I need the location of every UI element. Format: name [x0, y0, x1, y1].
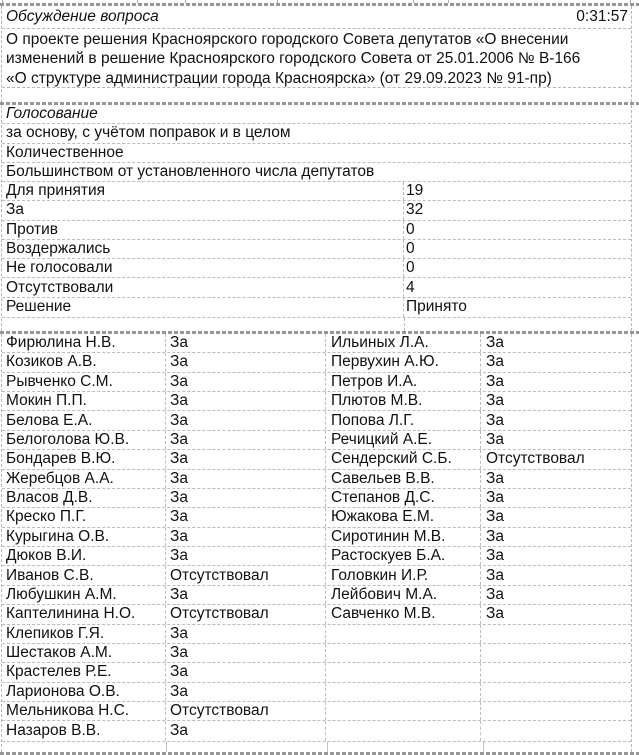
deputy-vote: За: [486, 527, 504, 545]
voting-stat-row: [2, 201, 631, 220]
stat-label: За: [2, 201, 404, 219]
deputy-vote: За: [166, 528, 326, 546]
deputy-vote: За: [486, 489, 504, 507]
deputy-vote: За: [166, 547, 326, 565]
deputy-name: Сиротинин М.В.: [326, 528, 481, 546]
deputy-name: [326, 683, 481, 701]
deputy-name: Дюков В.И.: [2, 547, 166, 565]
deputy-name: Курыгина О.В.: [2, 528, 166, 546]
deputy-row: [2, 489, 631, 508]
stat-label: Для принятия: [2, 182, 404, 200]
deputy-row: [2, 721, 631, 740]
deputy-row: [2, 353, 631, 372]
deputy-vote: [481, 644, 631, 662]
deputy-vote: За: [166, 411, 326, 429]
deputy-row: [2, 547, 631, 566]
voting-stat-row: [2, 259, 631, 278]
deputy-row: [2, 450, 631, 469]
voting-section-title: Голосование: [6, 105, 98, 123]
deputy-vote: За: [486, 547, 504, 565]
deputy-name: Савельев В.В.: [326, 470, 481, 488]
deputy-vote: За: [166, 373, 326, 391]
deputy-vote: За: [486, 430, 504, 448]
deputy-name: Ильиных Л.А.: [326, 334, 481, 352]
voting-stat-row: [2, 221, 631, 240]
deputy-name: Мокин П.П.: [2, 392, 166, 410]
deputy-name: Сендерский С.Б.: [326, 450, 481, 468]
deputy-row: [2, 625, 631, 644]
deputy-name: Шестаков А.М.: [2, 644, 166, 662]
deputy-vote: [481, 625, 631, 643]
deputy-vote: Отсутствовал: [166, 566, 326, 584]
deputy-name: Козиков А.В.: [2, 353, 166, 371]
voting-stat-row: [2, 182, 631, 201]
deputy-row: [2, 373, 631, 392]
deputy-row: [2, 508, 631, 527]
deputy-name: Южакова Е.М.: [326, 508, 481, 526]
deputy-name: Жеребцов А.А.: [2, 470, 166, 488]
deputy-vote: [481, 683, 631, 701]
question-text: [2, 29, 631, 88]
deputy-vote: Отсутствовал: [166, 605, 326, 623]
section-separator: [0, 752, 639, 755]
spacer-row: [2, 741, 631, 752]
deputy-vote: За: [166, 721, 326, 740]
deputy-vote: За: [166, 508, 326, 526]
deputy-name: Лейбович М.А.: [326, 586, 481, 604]
deputy-vote: За: [486, 508, 504, 526]
deputy-name: Назаров В.В.: [2, 721, 166, 740]
stat-value: 4: [406, 278, 415, 296]
deputy-vote: За: [166, 683, 326, 701]
voting-type: Количественное: [6, 143, 124, 161]
discussion-title: Обсуждение вопроса: [6, 8, 159, 25]
deputy-vote: Отсутствовал: [166, 702, 326, 720]
deputy-vote: За: [166, 353, 326, 371]
voting-section-row: [2, 105, 631, 124]
stat-value: 0: [406, 239, 415, 257]
stat-value: 32: [406, 201, 424, 219]
deputy-row: [2, 411, 631, 430]
deputy-vote: За: [166, 450, 326, 468]
deputy-name: Иванов С.В.: [2, 566, 166, 584]
deputy-vote: За: [486, 411, 504, 429]
gridline-tick: [413, 0, 414, 3]
deputy-name: Белоголова Ю.В.: [2, 431, 166, 449]
deputy-vote: За: [486, 566, 504, 584]
deputy-name: Плютов М.В.: [326, 392, 481, 410]
deputy-row: [2, 702, 631, 721]
deputy-name: Ларионова О.В.: [2, 683, 166, 701]
gridline-tick: [2, 0, 3, 3]
deputy-vote: За: [166, 392, 326, 410]
deputy-vote: За: [486, 469, 504, 487]
deputy-vote: За: [166, 644, 326, 662]
voting-info-row: [2, 163, 631, 182]
deputy-row: [2, 431, 631, 450]
deputy-name: Головкин И.Р.: [326, 566, 481, 584]
deputy-name: Белова Е.А.: [2, 411, 166, 429]
deputy-vote: За: [166, 334, 326, 352]
stat-value: 0: [406, 220, 415, 238]
discussion-timer: 0:31:57: [576, 8, 628, 25]
deputy-name: Степанов Д.С.: [326, 489, 481, 507]
question-line: «О структуре администрации города Красноярска» (от 29.09.2023 № 91-пр): [6, 69, 552, 87]
stat-label: Не голосовали: [2, 259, 404, 277]
deputy-vote: За: [486, 585, 504, 603]
deputy-name: [326, 702, 481, 720]
deputy-name: [326, 721, 481, 740]
deputy-row: [2, 586, 631, 605]
deputy-name: [326, 663, 481, 681]
gridline-tick: [448, 0, 449, 3]
stat-label: Решение: [2, 298, 404, 317]
deputy-vote: [481, 702, 631, 720]
deputy-vote: [481, 721, 631, 740]
deputy-vote: [481, 663, 631, 681]
deputy-name: [326, 644, 481, 662]
deputy-name: Клепиков Г.Я.: [2, 625, 166, 643]
discussion-header-row: [2, 6, 631, 29]
deputy-name: Каптелинина Н.О.: [2, 605, 166, 623]
deputy-name: Речицкий А.Е.: [326, 431, 481, 449]
deputy-row: [2, 392, 631, 411]
deputy-name: Бондарев В.Ю.: [2, 450, 166, 468]
stat-label: Воздержались: [2, 240, 404, 258]
deputy-vote: За: [486, 334, 504, 352]
voting-info-row: [2, 124, 631, 143]
deputy-vote: За: [486, 372, 504, 390]
voting-stat-row: [2, 278, 631, 297]
gridline-tick: [630, 0, 631, 3]
voting-mode: за основу, с учётом поправок и в целом: [6, 124, 291, 142]
deputy-name: Фирюлина Н.В.: [2, 334, 166, 352]
deputy-row: [2, 566, 631, 585]
voting-rule: Большинством от установленного числа депутатов: [6, 162, 375, 180]
gridline-tick: [137, 0, 138, 3]
deputy-name: Мельникова Н.С.: [2, 702, 166, 720]
question-line: изменений в решение Красноярского городского Совета от 25.01.2006 № В-166: [6, 50, 581, 68]
deputy-name: [326, 625, 481, 643]
stat-value: 0: [406, 259, 415, 277]
deputy-name: Савченко М.В.: [326, 605, 481, 623]
spacer-row: [2, 88, 631, 102]
deputy-name: Любушкин А.М.: [2, 586, 166, 604]
deputy-vote: За: [166, 663, 326, 681]
stat-label: Против: [2, 221, 404, 239]
deputy-name: Растоскуев Б.А.: [326, 547, 481, 565]
spacer-row: [2, 317, 631, 331]
voting-stat-row: [2, 240, 631, 259]
deputy-name: Креско П.Г.: [2, 508, 166, 526]
deputy-vote: За: [486, 605, 504, 623]
voting-info-row: [2, 144, 631, 163]
deputy-name: Крастелев Р.Е.: [2, 663, 166, 681]
gridline-tick: [277, 0, 278, 3]
deputy-name: Первухин А.Ю.: [326, 353, 481, 371]
deputy-row: [2, 528, 631, 547]
voting-decision-row: [2, 298, 631, 317]
deputy-row: [2, 644, 631, 663]
deputy-vote: Отсутствовал: [486, 450, 585, 468]
deputies-table: [1, 334, 632, 752]
deputy-name: Рывченко С.М.: [2, 373, 166, 391]
deputy-row: [2, 605, 631, 624]
deputy-vote: За: [486, 353, 504, 371]
gridline-tick: [185, 0, 186, 3]
stat-label: Отсутствовали: [2, 278, 404, 296]
deputy-vote: За: [166, 470, 326, 488]
deputy-vote: За: [166, 586, 326, 604]
deputy-row: [2, 470, 631, 489]
stat-value: 19: [406, 182, 424, 200]
deputy-name: Попова Л.Г.: [326, 411, 481, 429]
deputy-name: Петров И.А.: [326, 373, 481, 391]
deputy-vote: За: [166, 431, 326, 449]
deputy-row: [2, 334, 631, 353]
deputy-row: [2, 683, 631, 702]
deputy-row: [2, 663, 631, 682]
question-line: О проекте решения Красноярского городского Совета депутатов «О внесении: [6, 31, 569, 48]
deputy-vote: За: [486, 392, 504, 410]
deputy-name: Власов Д.В.: [2, 489, 166, 507]
deputy-vote: За: [166, 625, 326, 643]
decision-value: Принято: [406, 298, 467, 316]
deputy-vote: За: [166, 489, 326, 507]
voting-summary: [1, 105, 632, 331]
